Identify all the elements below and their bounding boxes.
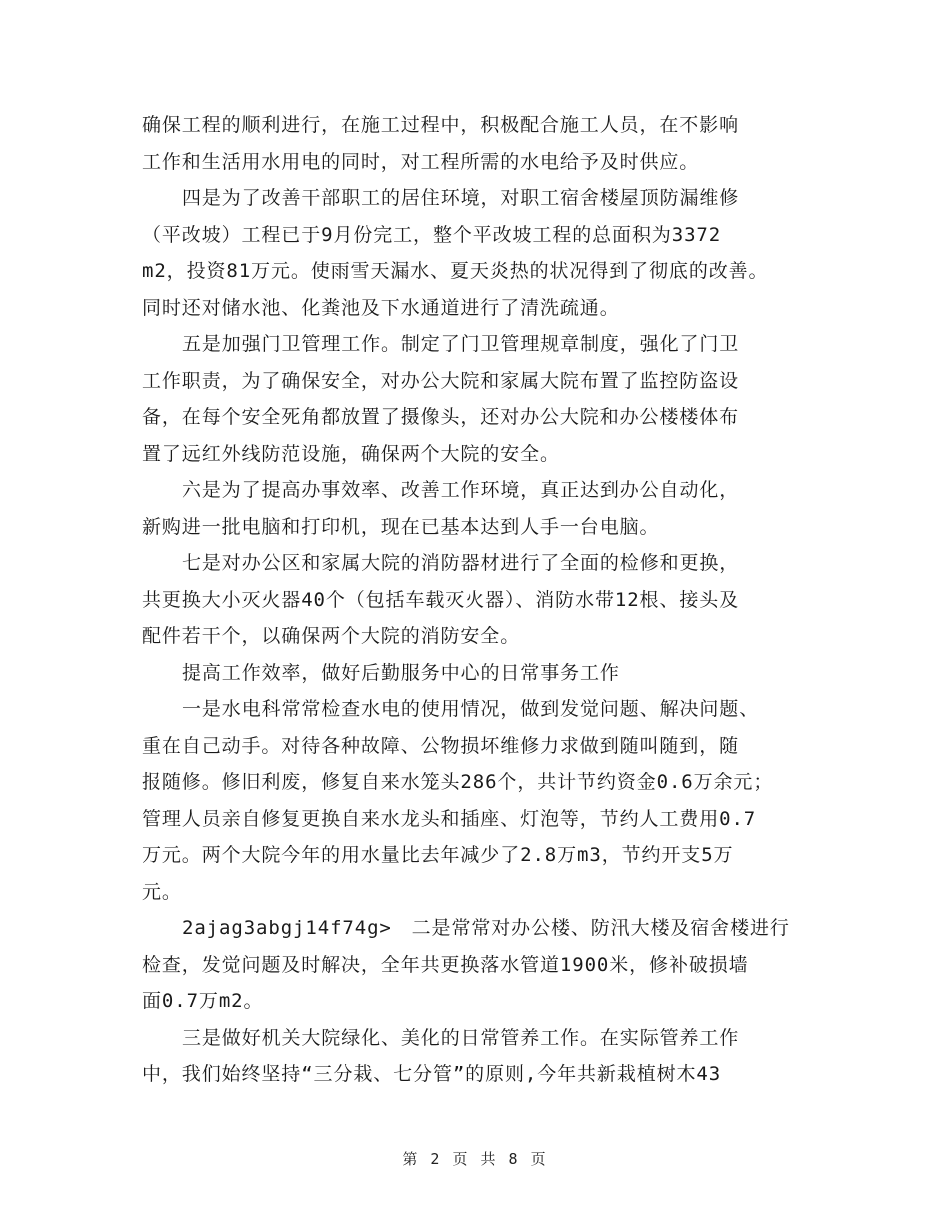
text-line: 七是对办公区和家属大院的消防器材进行了全面的检修和更换， [182, 552, 740, 574]
text-line: 报随修。修旧利废，修复自来水笼头286个，共计节约资金0.6万余元； [142, 771, 774, 793]
text-line: 重在自己动手。对待各种故障、公物损坏维修力求做到随叫随到，随 [142, 734, 740, 757]
text-line: 配件若干个，以确保两个大院的消防安全。 [142, 625, 521, 647]
text-line: 共更换大小灭火器40个（包括车载灭火器）、消防水带12根、接头及 [142, 588, 740, 611]
text-line: 六是为了提高办事效率、改善工作环境，真正达到办公自动化， [182, 479, 740, 501]
text-line: 确保工程的顺利进行，在施工过程中，积极配合施工人员，在不影响 [142, 114, 740, 136]
text-line: 同时还对储水池、化粪池及下水通道进行了清洗疏通。 [142, 296, 620, 319]
text-line: 一是水电科常常检查水电的使用情况，做到发觉问题、解决问题、 [182, 698, 760, 720]
text-line: 中，我们始终坚持“三分栽、七分管”的原则,今年共新栽植树木43 [142, 1063, 722, 1085]
text-line: 四是为了改善干部职工的居住环境，对职工宿舍楼屋顶防漏维修 [182, 187, 740, 209]
text-line: 面0.7万m2。 [142, 990, 264, 1012]
text-line: 2ajag3abgj14f74g> 二是常常对办公楼、防汛大楼及宿舍楼进行 [182, 917, 790, 939]
text-line: 万元。两个大院今年的用水量比去年减少了2.8万m3，节约开支5万 [142, 844, 734, 866]
text-line: 元。 [142, 880, 182, 903]
text-line: 工作和生活用水用电的同时，对工程所需的水电给予及时供应。 [142, 150, 700, 173]
text-line: 检查，发觉问题及时解决，全年共更换落水管道1900米，修补破损墙 [142, 953, 749, 976]
page-footer: 第 2 页 共 8 页 [402, 1150, 548, 1168]
text-line: 工作职责，为了确保安全，对办公大院和家属大院布置了监控防盗设 [142, 369, 740, 392]
body-text [142, 107, 822, 1093]
text-line: 置了远红外线防范设施，确保两个大院的安全。 [142, 442, 560, 465]
text-line: 新购进一批电脑和打印机，现在已基本达到人手一台电脑。 [142, 515, 660, 538]
text-line: m2，投资81万元。使雨雪天漏水、夏天炎热的状况得到了彻底的改善。 [142, 260, 769, 282]
text-line: 管理人员亲自修复更换自来水龙头和插座、灯泡等，节约人工费用0.7 [142, 807, 757, 830]
text-line: 五是加强门卫管理工作。制定了门卫管理规章制度，强化了门卫 [182, 333, 740, 355]
text-line: 三是做好机关大院绿化、美化的日常管养工作。在实际管养工作 [182, 1026, 740, 1049]
text-line: （平改坡）工程已于9月份完工，整个平改坡工程的总面积为3372 [142, 223, 722, 246]
text-line: 提高工作效率，做好后勤服务中心的日常事务工作 [182, 661, 620, 684]
text-line: 备，在每个安全死角都放置了摄像头，还对办公大院和办公楼楼体布 [142, 406, 740, 428]
